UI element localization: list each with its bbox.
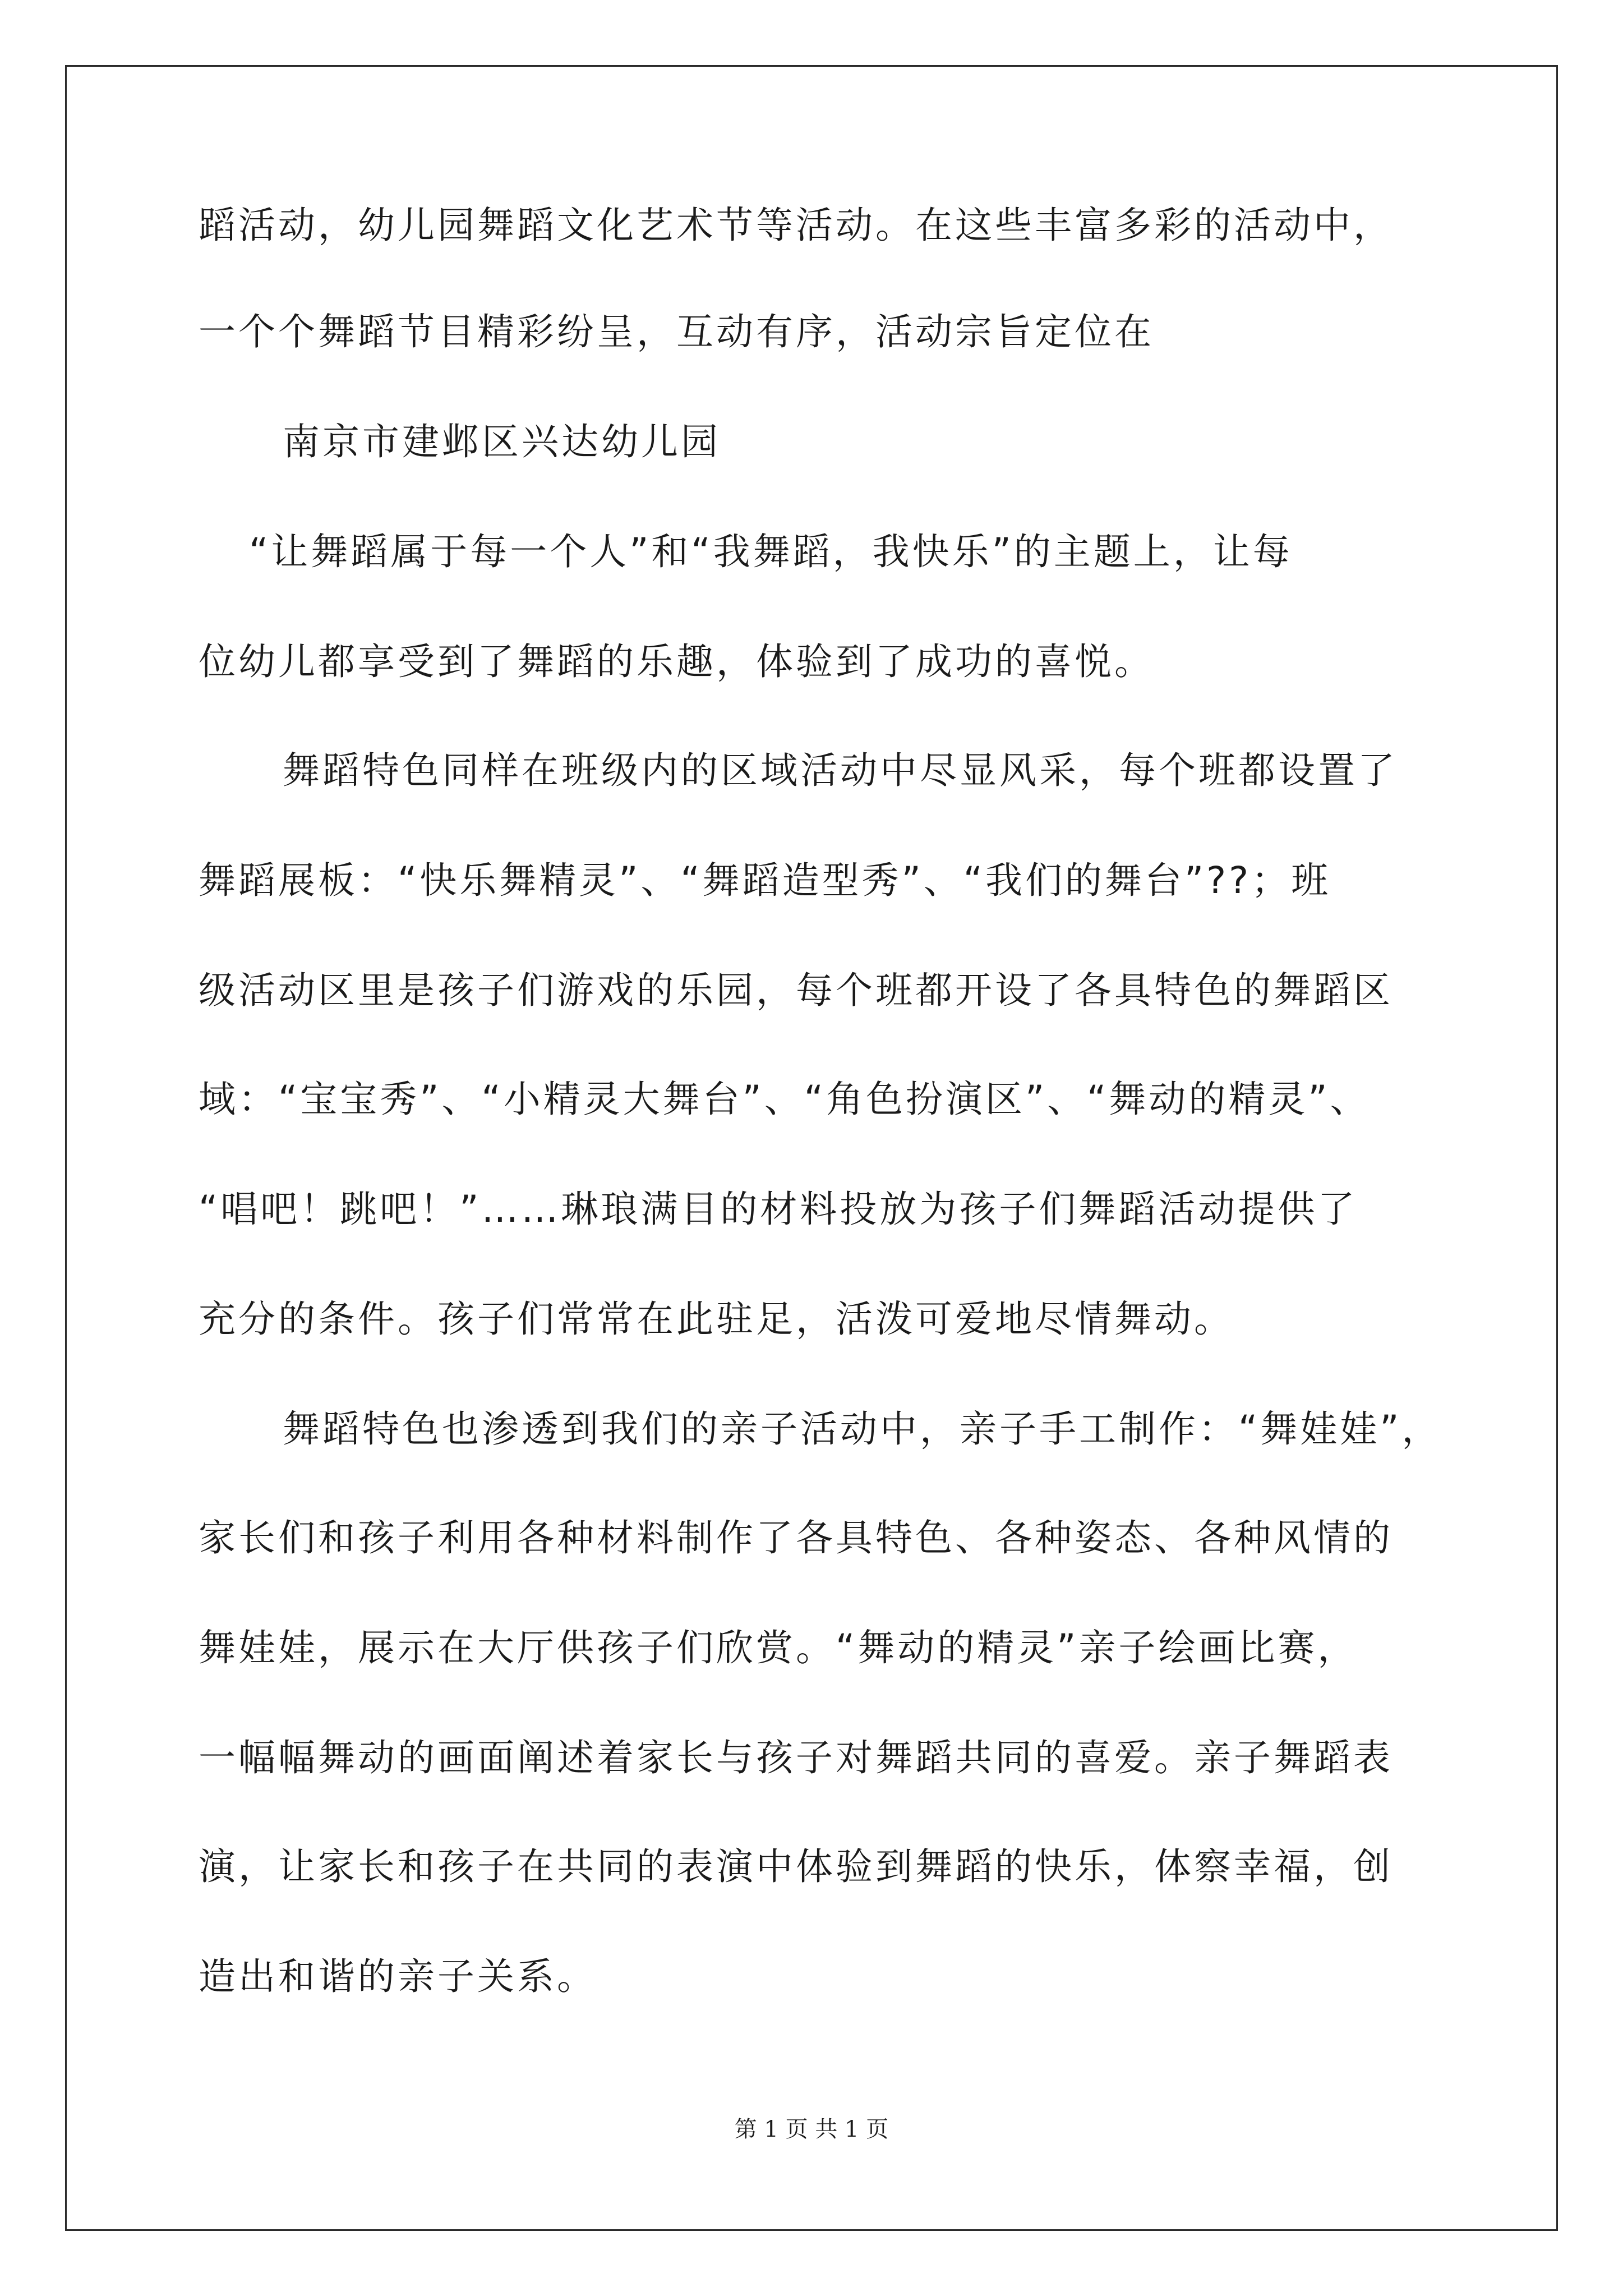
text-line: 一幅幅舞动的画面阐述着家长与孩子对舞蹈共同的喜爱。亲子舞蹈表 xyxy=(199,1736,1393,1779)
page-number-footer: 第 1 页 共 1 页 xyxy=(734,2116,889,2142)
text-line: 域：“宝宝秀”、“小精灵大舞台”、“角色扮演区”、“舞动的精灵”、 xyxy=(199,1078,1370,1121)
text-line: 家长们和孩子利用各种材料制作了各具特色、各种姿态、各种风情的 xyxy=(199,1516,1393,1559)
text-line: “唱吧！跳吧！”……琳琅满目的材料投放为孩子们舞蹈活动提供了 xyxy=(199,1188,1358,1231)
text-line: 一个个舞蹈节目精彩纷呈，互动有序，活动宗旨定位在 xyxy=(199,310,1154,353)
page-border xyxy=(65,65,1558,2231)
school-name-line: 南京市建邺区兴达幼儿园 xyxy=(283,420,721,463)
text-line: 演，让家长和孩子在共同的表演中体验到舞蹈的快乐，体察幸福，创 xyxy=(199,1845,1393,1888)
text-line: 造出和谐的亲子关系。 xyxy=(199,1955,597,1998)
text-line: 位幼儿都享受到了舞蹈的乐趣，体验到了成功的喜悦。 xyxy=(199,640,1154,683)
text-line: 舞娃娃，展示在大厅供孩子们欣赏。“舞动的精灵”亲子绘画比赛， xyxy=(199,1626,1358,1669)
text-line: “让舞蹈属于每一个人”和“我舞蹈，我快乐”的主题上，让每 xyxy=(249,530,1293,573)
text-line: 级活动区里是孩子们游戏的乐园，每个班都开设了各具特色的舞蹈区 xyxy=(199,969,1393,1012)
text-line: 蹈活动，幼儿园舞蹈文化艺术节等活动。在这些丰富多彩的活动中， xyxy=(199,204,1393,247)
text-line: 充分的条件。孩子们常常在此驻足，活泼可爱地尽情舞动。 xyxy=(199,1297,1234,1341)
paragraph-start: 舞蹈特色也渗透到我们的亲子活动中，亲子手工制作：“舞娃娃”， xyxy=(283,1407,1442,1451)
text-line: 舞蹈展板：“快乐舞精灵”、“舞蹈造型秀”、“我们的舞台”??；班 xyxy=(199,859,1331,902)
paragraph-start: 舞蹈特色同样在班级内的区域活动中尽显风采，每个班都设置了 xyxy=(283,749,1398,792)
